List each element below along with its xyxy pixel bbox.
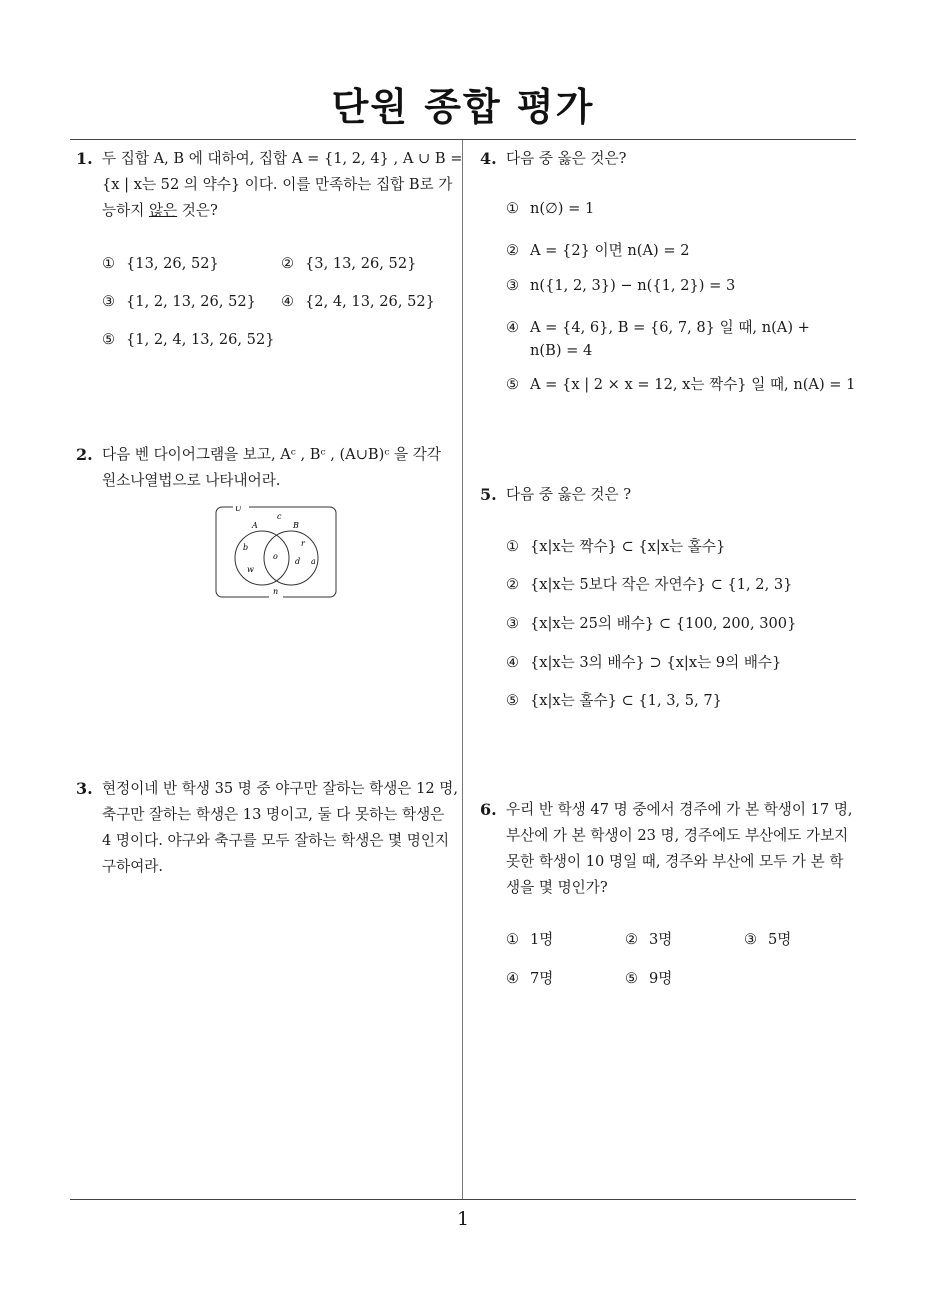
stem-line xyxy=(102,198,460,224)
option-text: {2, 4, 13, 26, 52} xyxy=(305,293,435,310)
option-text: 9명 xyxy=(649,970,673,987)
question-stem xyxy=(102,442,460,494)
question-stem xyxy=(506,146,860,172)
option-mark: ④ xyxy=(506,319,520,336)
question-number: 2. xyxy=(76,445,93,464)
option-mark: ③ xyxy=(744,931,758,948)
option-text: 1명 xyxy=(530,931,554,948)
stem-text: 능하지 xyxy=(102,202,149,219)
set-a-circle xyxy=(235,531,289,585)
option-mark: ② xyxy=(625,931,639,948)
option-text: {x|x는 짝수} ⊂ {x|x는 홀수} xyxy=(530,538,726,555)
stem-line: 4 명이다. 야구와 축구를 모두 잘하는 학생은 몇 명인지 xyxy=(102,832,450,849)
page-number: 1 xyxy=(456,1208,470,1230)
element-a: a xyxy=(311,557,316,566)
question-2 xyxy=(76,442,460,494)
option-mark: ③ xyxy=(506,277,520,294)
stem-line: 우리 반 학생 47 명 중에서 경주에 가 본 학생이 17 명, xyxy=(506,801,853,818)
option-mark: ① xyxy=(102,255,116,272)
option-5[interactable] xyxy=(506,373,855,394)
stem-line: 구하여라. xyxy=(102,858,164,875)
option-mark: ⑤ xyxy=(102,331,116,348)
element-r: r xyxy=(301,539,305,548)
option-mark: ① xyxy=(506,931,520,948)
column-divider xyxy=(462,140,463,1200)
option-4[interactable] xyxy=(506,651,781,672)
stem-line: 생을 몇 명인가? xyxy=(506,879,608,896)
option-mark: ① xyxy=(506,538,520,555)
option-text: A = {4, 6}, B = {6, 7, 8} 일 때, n(A) + xyxy=(530,319,810,336)
page-title: 단원 종합 평가 xyxy=(331,85,595,129)
option-mark: ① xyxy=(506,200,520,217)
stem-line: 두 집합 A, B 에 대하여, 집합 A = {1, 2, 4} , A ∪ B = xyxy=(102,150,463,167)
option-3[interactable] xyxy=(506,277,735,294)
stem-line: 다음 벤 다이어그램을 보고, Aᶜ , Bᶜ , (A∪B)ᶜ 을 각각 xyxy=(102,446,441,463)
option-1[interactable] xyxy=(506,928,553,949)
venn-diagram xyxy=(215,506,337,598)
option-text: n(∅) = 1 xyxy=(530,200,595,217)
stem-line: 못한 학생이 10 명일 때, 경주와 부산에 모두 가 본 학 xyxy=(506,853,844,870)
stem-text: 것은? xyxy=(177,202,218,219)
option-5[interactable] xyxy=(506,689,722,710)
option-3[interactable] xyxy=(744,928,791,949)
option-1[interactable] xyxy=(102,255,219,272)
stem-line: 축구만 잘하는 학생은 13 명이고, 둘 다 못하는 학생은 xyxy=(102,806,445,823)
element-o: o xyxy=(273,552,278,561)
option-text: n(B) = 4 xyxy=(530,342,593,359)
option-mark: ② xyxy=(506,576,520,593)
question-6 xyxy=(480,797,860,901)
option-text: {1, 2, 4, 13, 26, 52} xyxy=(126,331,275,348)
option-4[interactable] xyxy=(506,316,810,337)
stem-line: 부산에 가 본 학생이 23 명, 경주에도 부산에도 가보지 xyxy=(506,827,849,844)
option-text: 3명 xyxy=(649,931,673,948)
option-text: {x|x는 홀수} ⊂ {1, 3, 5, 7} xyxy=(530,692,722,709)
option-4-continued xyxy=(506,342,592,359)
option-2[interactable] xyxy=(506,573,792,594)
option-text: {x|x는 3의 배수} ⊃ {x|x는 9의 배수} xyxy=(530,654,782,671)
header-rule xyxy=(70,139,856,140)
option-text: {x|x는 25의 배수} ⊂ {100, 200, 300} xyxy=(530,615,797,632)
option-3[interactable] xyxy=(506,612,796,633)
option-mark: ④ xyxy=(506,970,520,987)
question-stem xyxy=(102,776,460,880)
element-c: c xyxy=(277,512,282,521)
option-mark: ③ xyxy=(506,615,520,632)
question-number: 5. xyxy=(480,485,497,504)
question-3 xyxy=(76,776,460,880)
element-n: n xyxy=(273,587,279,596)
label-a: A xyxy=(252,521,258,530)
option-text: A = {2} 이면 n(A) = 2 xyxy=(530,242,690,259)
option-1[interactable] xyxy=(506,200,594,217)
option-mark: ⑤ xyxy=(506,692,520,709)
option-mark: ⑤ xyxy=(506,376,520,393)
stem-line: {x | x는 52 의 약수} 이다. 이를 만족하는 집합 B로 가 xyxy=(102,176,453,193)
option-mark: ③ xyxy=(102,293,116,310)
question-1 xyxy=(76,146,463,224)
option-mark: ④ xyxy=(506,654,520,671)
option-mark: ⑤ xyxy=(625,970,639,987)
option-2[interactable] xyxy=(506,239,690,260)
question-stem xyxy=(102,146,463,224)
option-text: 5명 xyxy=(768,931,792,948)
option-text: 7명 xyxy=(530,970,554,987)
option-mark: ② xyxy=(506,242,520,259)
question-number: 3. xyxy=(76,779,93,798)
question-stem xyxy=(506,797,860,901)
footer-rule xyxy=(70,1199,856,1200)
option-5[interactable] xyxy=(625,967,672,988)
option-2[interactable] xyxy=(625,928,672,949)
option-mark: ④ xyxy=(281,293,295,310)
option-1[interactable] xyxy=(506,535,725,556)
option-4[interactable] xyxy=(281,293,435,310)
stem-line: 다음 중 옳은 것은 ? xyxy=(506,486,632,503)
stem-line: 현정이네 반 학생 35 명 중 야구만 잘하는 학생은 12 명, xyxy=(102,780,459,797)
option-text: {3, 13, 26, 52} xyxy=(305,255,417,272)
label-u: U xyxy=(235,506,242,513)
question-stem xyxy=(506,482,860,508)
option-5[interactable] xyxy=(102,331,275,348)
question-4 xyxy=(480,146,860,172)
element-w: w xyxy=(247,565,254,574)
element-b: b xyxy=(243,543,249,552)
option-text: {x|x는 5보다 작은 자연수} ⊂ {1, 2, 3} xyxy=(530,576,793,593)
option-3[interactable] xyxy=(102,293,256,310)
stem-line: 다음 중 옳은 것은? xyxy=(506,150,627,167)
option-mark: ② xyxy=(281,255,295,272)
option-text: {1, 2, 13, 26, 52} xyxy=(126,293,256,310)
underlined-word: 않은 xyxy=(148,202,178,219)
element-d: d xyxy=(295,557,301,566)
question-number: 6. xyxy=(480,800,497,819)
question-5 xyxy=(480,482,860,508)
option-text: n({1, 2, 3}) − n({1, 2}) = 3 xyxy=(530,277,736,294)
option-text: {13, 26, 52} xyxy=(126,255,219,272)
stem-line: 원소나열법으로 나타내어라. xyxy=(102,472,281,489)
question-number: 1. xyxy=(76,149,93,168)
option-2[interactable] xyxy=(281,255,416,272)
label-b: B xyxy=(293,521,299,530)
option-4[interactable] xyxy=(506,967,553,988)
question-number: 4. xyxy=(480,149,497,168)
option-text: A = {x | 2 × x = 12, x는 짝수} 일 때, n(A) = 1 xyxy=(530,376,856,393)
